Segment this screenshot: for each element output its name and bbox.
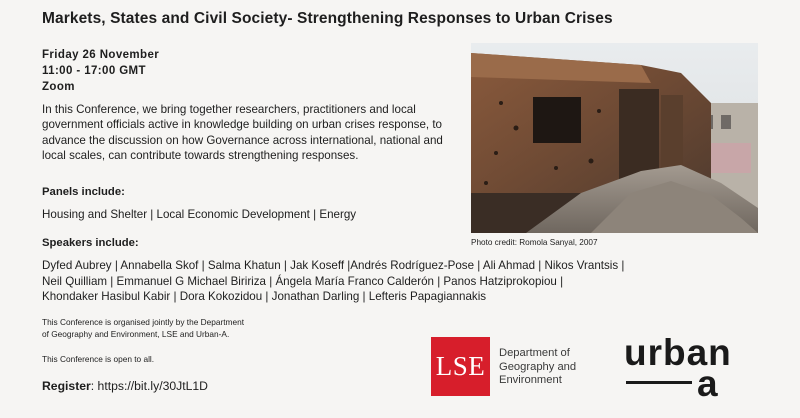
speakers-heading: Speakers include: xyxy=(42,237,139,249)
intro-paragraph: In this Conference, we bring together researchers, practitioners and local government officials active in knowledge building on urban crises response, to advance the discussion on how Governance across international, national and local scales, can contribute towards strengthening responses. xyxy=(42,103,443,163)
lse-dept-line: Environment xyxy=(499,374,562,386)
urban-logo-line xyxy=(626,381,692,384)
speakers-line: Neil Quilliam | Emmanuel G Michael Biririza | Ángela María Franco Calderón | Panos Hatziprokopiou | xyxy=(42,274,564,288)
organiser-note xyxy=(42,316,244,340)
open-note: This Conference is open to all. xyxy=(42,354,155,364)
register-line xyxy=(42,379,208,393)
event-time: 11:00 - 17:00 GMT xyxy=(42,65,146,77)
register-link[interactable]: : https://bit.ly/30JtL1D xyxy=(90,379,208,393)
speakers-list xyxy=(42,258,642,305)
photo-credit: Photo credit: Romola Sanyal, 2007 xyxy=(471,238,598,247)
lse-dept-line: Department of xyxy=(499,347,570,359)
urban-logo-word: urban xyxy=(624,332,732,373)
register-label: Register xyxy=(42,379,91,393)
panels-heading: Panels include: xyxy=(42,186,125,198)
event-details xyxy=(42,47,159,95)
panels-list: Housing and Shelter | Local Economic Development | Energy xyxy=(42,208,357,221)
event-location: Zoom xyxy=(42,81,75,93)
event-date: Friday 26 November xyxy=(42,49,160,61)
urban-logo-a: a xyxy=(697,363,718,404)
speakers-line: Dyfed Aubrey | Annabella Skof | Salma Khatun | Jak Koseff |Andrés Rodríguez-Pose | Ali Ahmad | Nikos Vrantsis | xyxy=(42,259,625,272)
speakers-line: Khondaker Hasibul Kabir | Dora Kokozidou | Jonathan Darling | Lefteris Papagiannakis xyxy=(42,290,487,304)
lse-dept-line: Geography and xyxy=(499,360,577,373)
event-photo xyxy=(471,43,758,233)
urban-a-logo xyxy=(624,332,744,404)
organiser-note-line: This Conference is organised jointly by the Department xyxy=(42,317,244,327)
organiser-note-line: of Geography and Environment, LSE and Urban-A. xyxy=(42,329,230,339)
lse-department-name xyxy=(499,347,576,388)
lse-logo: LSE xyxy=(431,337,490,396)
ruined-building-image xyxy=(471,43,758,233)
page-title: Markets, States and Civil Society- Strengthening Responses to Urban Crises xyxy=(42,10,613,27)
